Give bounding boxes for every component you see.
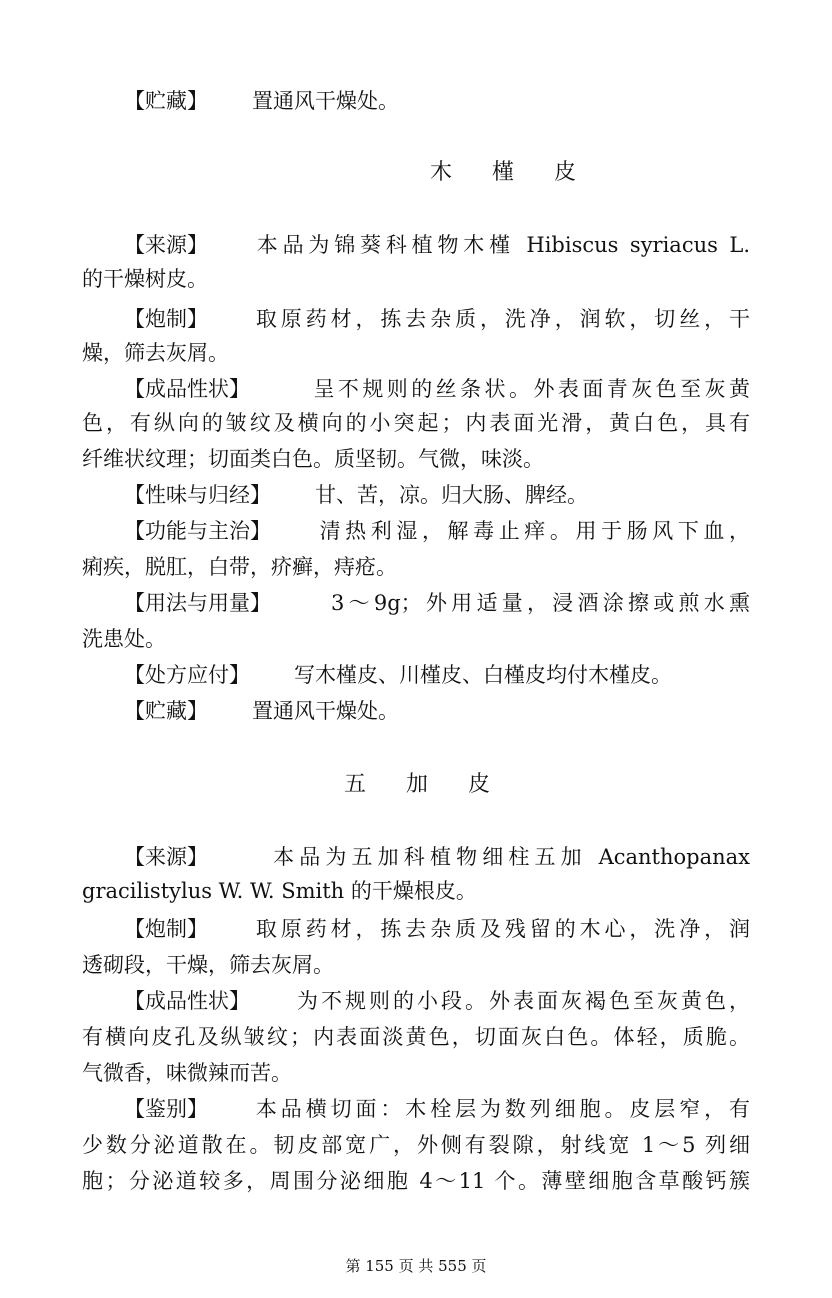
product-line-2-a: 【成品性状】 为不规则的小段。外表面灰褐色至灰黄色，: [124, 989, 750, 1013]
process-line-2-cont: 透砌段，干燥，筛去灰屑。: [82, 953, 334, 977]
page-footer: 第 155 页 共 555 页: [345, 1257, 487, 1275]
source-line-2: 【来源】 本品为五加科植物细柱五加 Acanthopanax: [124, 845, 750, 869]
product-line-2-b: 有横向皮孔及纵皱纹；内表面淡黄色，切面灰白色。体轻，质脆。: [82, 1025, 750, 1049]
storage-line-top: [124, 84, 750, 118]
section-title-wujiapi: 五 加 皮: [344, 772, 491, 797]
process-line: 【炮制】 取原药材，拣去杂质，洗净，润软，切丝，干: [124, 307, 750, 331]
usage-line: 【用法与用量】 3～9g；外用适量，浸酒涂擦或煎水熏: [124, 591, 750, 615]
product-line-2-c: 气微香，味微辣而苦。: [82, 1061, 292, 1085]
identify-line: 【鉴别】 本品横切面：木栓层为数列细胞。皮层窄，有: [124, 1097, 750, 1121]
process-line-2: 【炮制】 取原药材，拣去杂质及残留的木心，洗净，润: [124, 917, 750, 941]
storage-text: 置通风干燥处。: [252, 89, 399, 113]
identify-line-2: 少数分泌道散在。韧皮部宽广，外侧有裂隙，射线宽 1～5 列细: [82, 1133, 750, 1157]
product-line-3: 纤维状纹理；切面类白色。质坚韧。气微，味淡。: [82, 447, 544, 471]
process-line-cont: 燥，筛去灰屑。: [82, 341, 229, 365]
nature-line: 【性味与归经】 甘、苦，凉。归大肠、脾经。: [124, 483, 588, 507]
usage-line-cont: 洗患处。: [82, 627, 166, 651]
prescription-line: 【处方应付】 写木槿皮、川槿皮、白槿皮均付木槿皮。: [124, 663, 672, 687]
product-line-2: 色，有纵向的皱纹及横向的小突起；内表面光滑，黄白色，具有: [82, 411, 750, 435]
storage-line: 【贮藏】 置通风干燥处。: [124, 699, 399, 723]
function-line-cont: 痢疾，脱肛，白带，疥癣，痔疮。: [82, 555, 397, 579]
storage-label: 【贮藏】: [124, 89, 208, 113]
source-line: 【来源】 本品为锦葵科植物木槿 Hibiscus syriacus L.: [124, 233, 750, 257]
source-line-2-cont: gracilistylus W. W. Smith 的干燥根皮。: [82, 879, 477, 903]
source-line-cont: 的干燥树皮。: [82, 267, 208, 291]
product-line: 【成品性状】 呈不规则的丝条状。外表面青灰色至灰黄: [124, 377, 750, 401]
section-title-mujinpi: 木 槿 皮: [430, 160, 577, 185]
identify-line-3: 胞；分泌道较多，周围分泌细胞 4～11 个。薄壁细胞含草酸钙簇: [82, 1169, 750, 1193]
function-line: 【功能与主治】 清热利湿，解毒止痒。用于肠风下血，: [124, 519, 750, 543]
